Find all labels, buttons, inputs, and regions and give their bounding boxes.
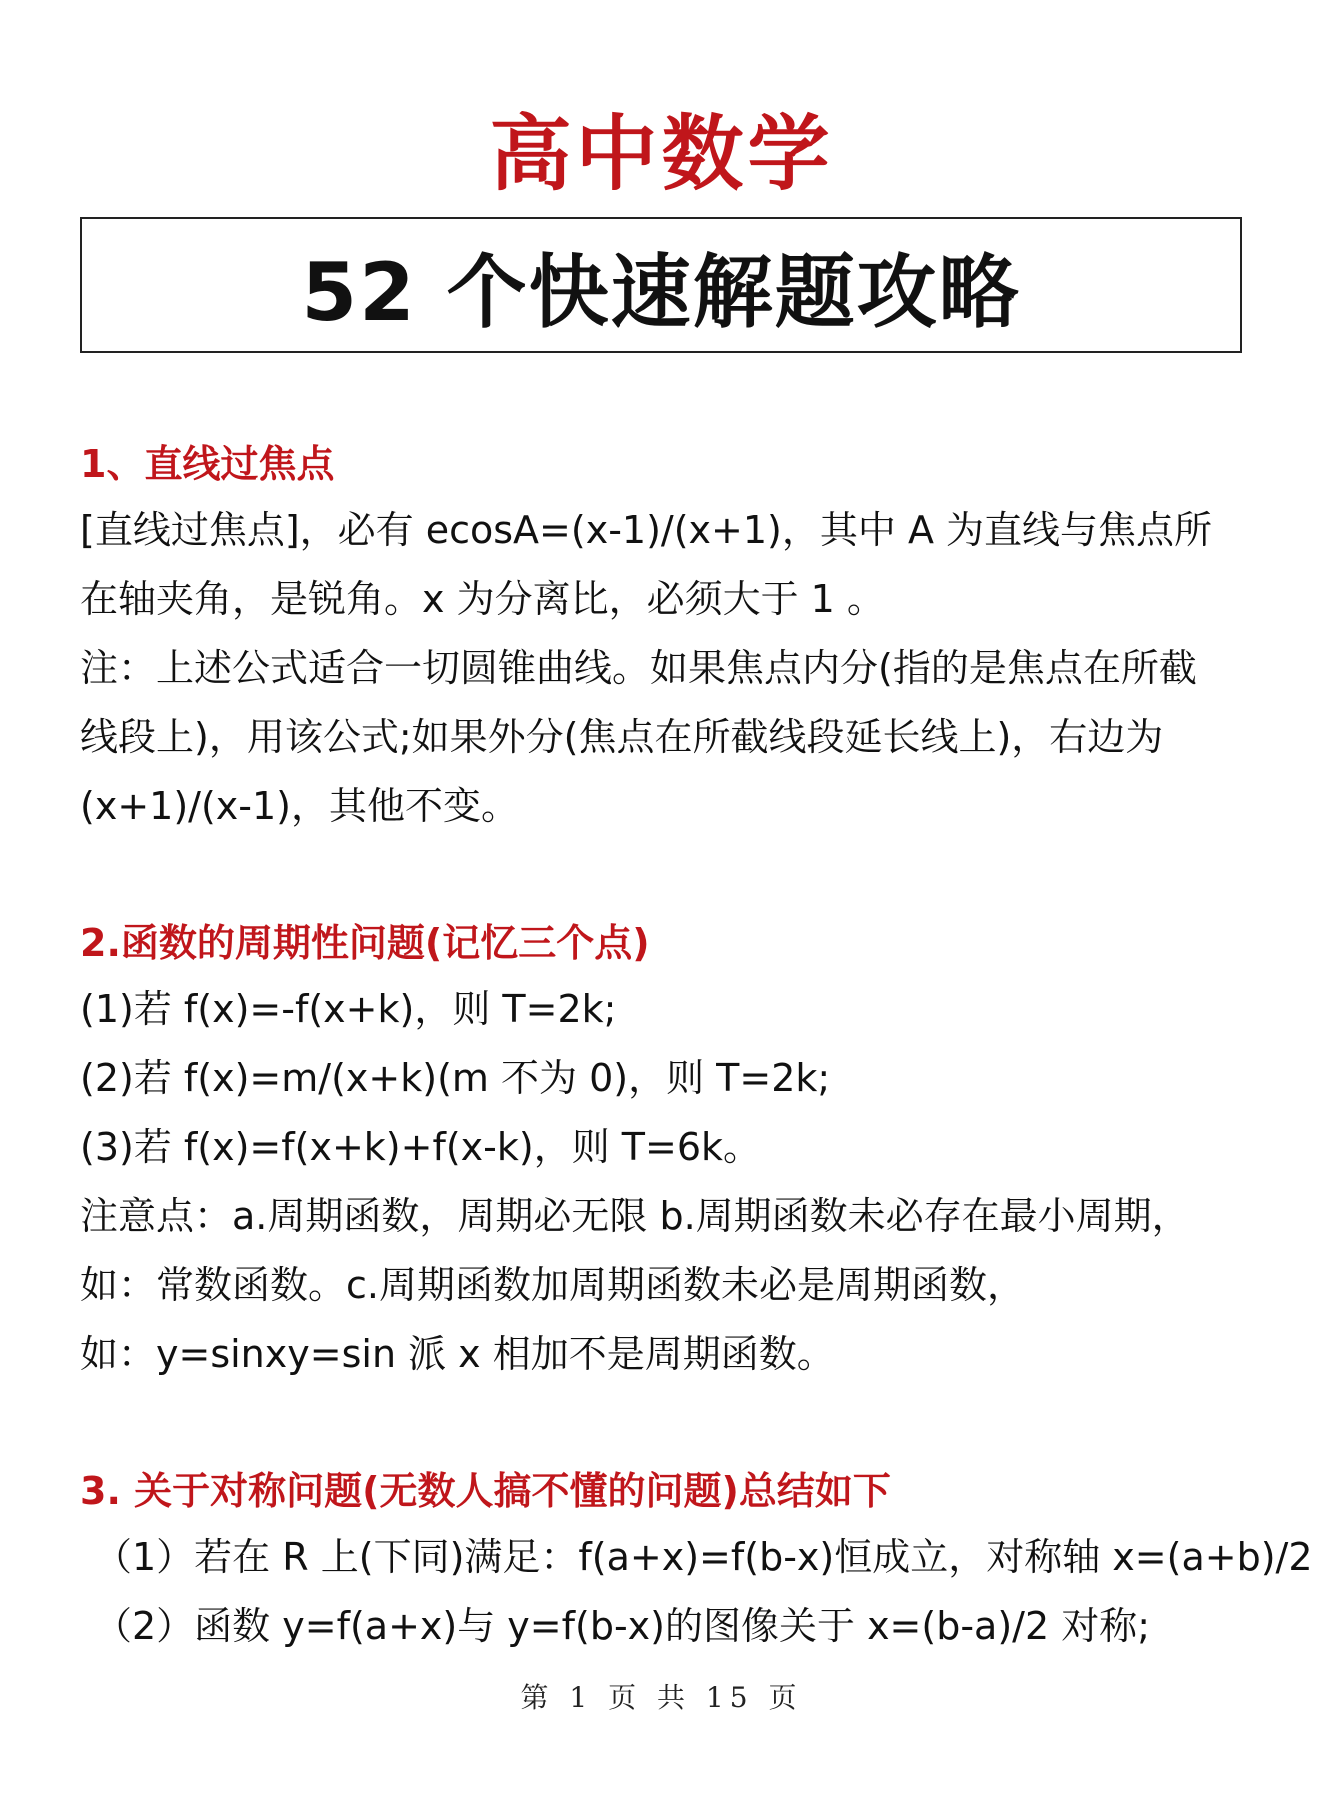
paragraph-line: (3)若 f(x)=f(x+k)+f(x-k)，则 T=6k。: [80, 1125, 762, 1169]
document-body: [80, 432, 1313, 1731]
paragraph-line: [直线过焦点]，必有 ecosA=(x-1)/(x+1)，其中 A 为直线与焦点所: [80, 508, 1213, 552]
section-heading: 2.函数的周期性问题(记忆三个点): [80, 921, 650, 965]
paragraph-line: 如：常数函数。c.周期函数加周期函数未必是周期函数，: [80, 1263, 1025, 1307]
section-heading: 3. 关于对称问题(无数人搞不懂的问题)总结如下: [80, 1469, 891, 1513]
section-1: [80, 432, 1255, 841]
section-heading: 1、直线过焦点: [80, 442, 335, 486]
section-3: [80, 1459, 1313, 1661]
paragraph-line: 在轴夹角，是锐角。x 为分离比，必须大于 1 。: [80, 577, 885, 621]
paragraph-line: 注：上述公式适合一切圆锥曲线。如果焦点内分(指的是焦点在所截: [80, 646, 1197, 690]
paragraph-line: (1)若 f(x)=-f(x+k)，则 T=2k;: [80, 987, 617, 1031]
paragraph-line: （1）若在 R 上(下同)满足：f(a+x)=f(b-x)恒成立，对称轴 x=(a+b)/2: [94, 1535, 1313, 1579]
paragraph-line: 线段上)，用该公式;如果外分(焦点在所截线段延长线上)，右边为: [80, 715, 1164, 759]
paragraph-line: 如：y=sinxy=sin 派 x 相加不是周期函数。: [80, 1332, 835, 1376]
paragraph-line: 注意点：a.周期函数，周期必无限 b.周期函数未必存在最小周期，: [80, 1194, 1190, 1238]
paragraph-line: （2）函数 y=f(a+x)与 y=f(b-x)的图像关于 x=(b-a)/2 对称;: [94, 1604, 1151, 1648]
subtitle-box: [80, 217, 1242, 353]
document-title: 高中数学: [489, 107, 834, 202]
section-2: [80, 911, 1255, 1389]
document-subtitle: 52 个快速解题攻略: [301, 245, 1021, 339]
paragraph-line: (2)若 f(x)=m/(x+k)(m 不为 0)，则 T=2k;: [80, 1056, 831, 1100]
page-footer: 第 1 页 共 15 页: [520, 1681, 803, 1714]
paragraph-line: (x+1)/(x-1)，其他不变。: [80, 784, 519, 828]
